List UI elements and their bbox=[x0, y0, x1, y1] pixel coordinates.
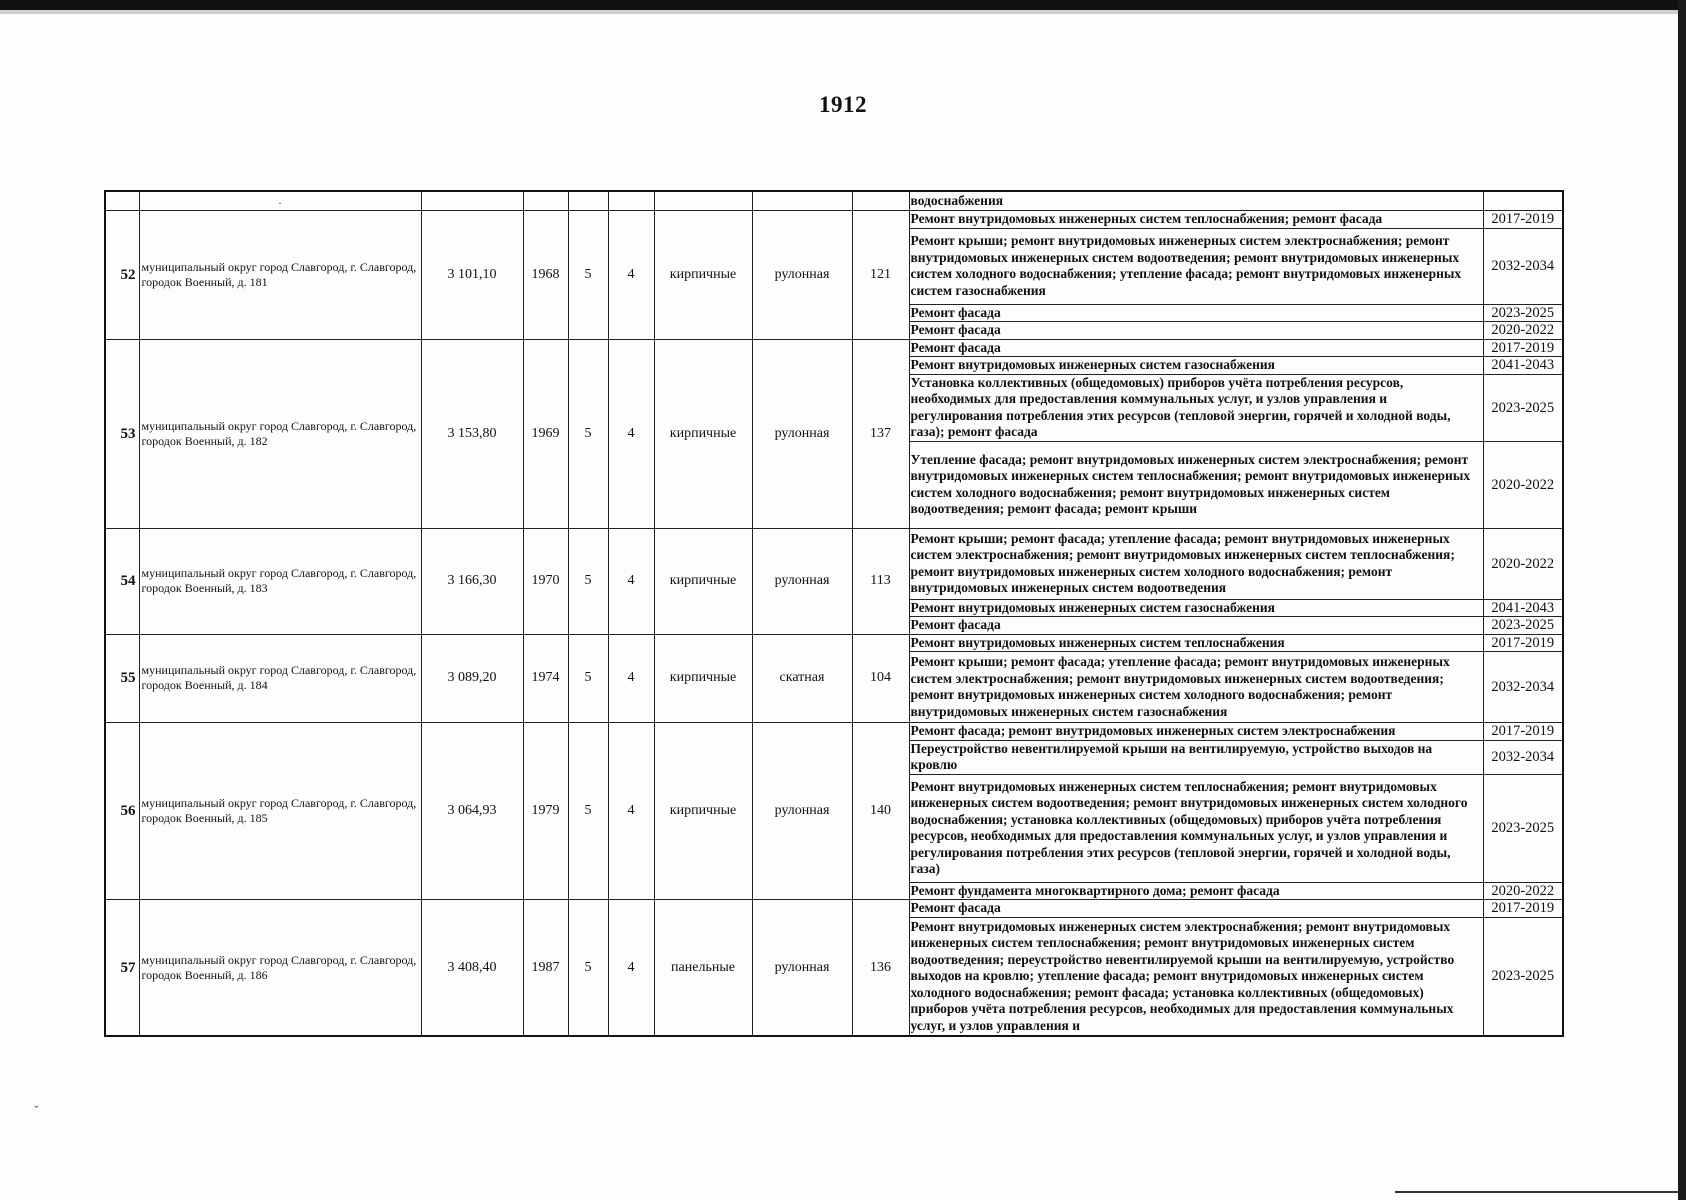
work-period: 2020-2022 bbox=[1483, 528, 1563, 599]
work-period: 2020-2022 bbox=[1483, 322, 1563, 340]
work-period: 2020-2022 bbox=[1483, 441, 1563, 528]
work-description: Ремонт фундамента многоквартирного дома; ремонт фасада bbox=[909, 882, 1483, 900]
capital-repair-table bbox=[104, 190, 1564, 1037]
work-row bbox=[105, 634, 1563, 652]
work-period: 2023-2025 bbox=[1483, 304, 1563, 322]
work-row bbox=[105, 211, 1563, 229]
cell bbox=[608, 191, 654, 211]
floors-max-cell: 5 bbox=[568, 900, 608, 1037]
roof-type-cell: рулонная bbox=[752, 339, 852, 528]
cell bbox=[852, 191, 909, 211]
residents-cell: 121 bbox=[852, 211, 909, 340]
wall-material-cell: кирпичные bbox=[654, 339, 752, 528]
cell bbox=[139, 191, 421, 211]
scan-speck: ˇ bbox=[34, 1104, 39, 1119]
roof-type-cell: рулонная bbox=[752, 900, 852, 1037]
residents-cell: 104 bbox=[852, 634, 909, 723]
roof-type-cell: скатная bbox=[752, 634, 852, 723]
work-period: 2023-2025 bbox=[1483, 374, 1563, 441]
address-cell: муниципальный округ город Славгород, г. Славгород, городок Военный, д. 183 bbox=[139, 528, 421, 634]
row-number: 56 bbox=[105, 723, 139, 900]
roof-type-cell: рулонная bbox=[752, 723, 852, 900]
cell bbox=[1483, 191, 1563, 211]
work-description: Ремонт крыши; ремонт внутридомовых инженерных систем электроснабжения; ремонт внутридомовых инженерных систем водоотведения; ремонт внутридомовых инженерных систем холодного водоснабжения; утепление фасада; ремонт внутридомовых инженерных систем газоснабжения bbox=[909, 228, 1483, 304]
work-description: Установка коллективных (общедомовых) приборов учёта потребления ресурсов, необходимых для предоставления коммунальных услуг, и узлов управления и регулирования потребления этих ресурсов (тепловой энергии, горячей и холодной воды, газа); ремонт фасада bbox=[909, 374, 1483, 441]
work-period: 2017-2019 bbox=[1483, 339, 1563, 357]
work-description: Ремонт внутридомовых инженерных систем газоснабжения bbox=[909, 599, 1483, 617]
year-cell: 1974 bbox=[523, 634, 568, 723]
continuation-row bbox=[105, 191, 1563, 211]
row-number: 57 bbox=[105, 900, 139, 1037]
area-cell: 3 408,40 bbox=[421, 900, 523, 1037]
address-cell: муниципальный округ город Славгород, г. Славгород, городок Военный, д. 182 bbox=[139, 339, 421, 528]
work-description: Ремонт внутридомовых инженерных систем теплоснабжения; ремонт фасада bbox=[909, 211, 1483, 229]
work-period: 2017-2019 bbox=[1483, 634, 1563, 652]
floors-min-cell: 4 bbox=[608, 211, 654, 340]
roof-type-cell: рулонная bbox=[752, 528, 852, 634]
scan-line-bottom bbox=[1395, 1191, 1678, 1193]
cell bbox=[523, 191, 568, 211]
work-row bbox=[105, 723, 1563, 741]
work-period: 2020-2022 bbox=[1483, 882, 1563, 900]
work-period: 2017-2019 bbox=[1483, 211, 1563, 229]
year-cell: 1969 bbox=[523, 339, 568, 528]
work-cell: водоснабжения bbox=[909, 191, 1483, 211]
scan-border-top bbox=[0, 0, 1686, 10]
wall-material-cell: панельные bbox=[654, 900, 752, 1037]
work-row bbox=[105, 900, 1563, 918]
floors-max-cell: 5 bbox=[568, 723, 608, 900]
work-description: Ремонт внутридомовых инженерных систем теплоснабжения bbox=[909, 634, 1483, 652]
floors-max-cell: 5 bbox=[568, 634, 608, 723]
cell bbox=[752, 191, 852, 211]
year-cell: 1970 bbox=[523, 528, 568, 634]
address-cell: муниципальный округ город Славгород, г. Славгород, городок Военный, д. 186 bbox=[139, 900, 421, 1037]
page-number: 1912 bbox=[819, 92, 867, 117]
work-period: 2032-2034 bbox=[1483, 228, 1563, 304]
floors-min-cell: 4 bbox=[608, 723, 654, 900]
year-cell: 1979 bbox=[523, 723, 568, 900]
residents-cell: 140 bbox=[852, 723, 909, 900]
floors-min-cell: 4 bbox=[608, 339, 654, 528]
scan-shadow-top bbox=[0, 10, 1686, 14]
address-cell: муниципальный округ город Славгород, г. Славгород, городок Военный, д. 184 bbox=[139, 634, 421, 723]
year-cell: 1987 bbox=[523, 900, 568, 1037]
work-row bbox=[105, 528, 1563, 599]
work-description: Утепление фасада; ремонт внутридомовых инженерных систем электроснабжения; ремонт внутридомовых инженерных систем теплоснабжения; ремонт внутридомовых инженерных систем холодного водоснабжения; ремонт внутридомовых инженерных систем водоотведения; ремонт фасада; ремонт крыши bbox=[909, 441, 1483, 528]
area-cell: 3 089,20 bbox=[421, 634, 523, 723]
area-cell: 3 064,93 bbox=[421, 723, 523, 900]
area-cell: 3 153,80 bbox=[421, 339, 523, 528]
work-period: 2032-2034 bbox=[1483, 652, 1563, 723]
row-number: 55 bbox=[105, 634, 139, 723]
residents-cell: 113 bbox=[852, 528, 909, 634]
work-period: 2023-2025 bbox=[1483, 774, 1563, 882]
area-cell: 3 166,30 bbox=[421, 528, 523, 634]
row-number: 54 bbox=[105, 528, 139, 634]
residents-cell: 136 bbox=[852, 900, 909, 1037]
work-description: Ремонт фасада bbox=[909, 339, 1483, 357]
cell bbox=[654, 191, 752, 211]
work-description: Ремонт фасада bbox=[909, 900, 1483, 918]
floors-min-cell: 4 bbox=[608, 634, 654, 723]
roof-type-cell: рулонная bbox=[752, 211, 852, 340]
address-cell: муниципальный округ город Славгород, г. Славгород, городок Военный, д. 181 bbox=[139, 211, 421, 340]
wall-material-cell: кирпичные bbox=[654, 723, 752, 900]
work-description: Ремонт фасада bbox=[909, 304, 1483, 322]
work-description: Ремонт крыши; ремонт фасада; утепление фасада; ремонт внутридомовых инженерных систем электроснабжения; ремонт внутридомовых инженерных систем водоотведения; ремонт внутридомовых инженерных систем холодного водоснабжения; ремонт внутридомовых инженерных систем газоснабжения bbox=[909, 652, 1483, 723]
work-description: Ремонт фасада bbox=[909, 322, 1483, 340]
row-number: 53 bbox=[105, 339, 139, 528]
wall-material-cell: кирпичные bbox=[654, 528, 752, 634]
work-row bbox=[105, 339, 1563, 357]
cell bbox=[421, 191, 523, 211]
residents-cell: 137 bbox=[852, 339, 909, 528]
work-period: 2017-2019 bbox=[1483, 900, 1563, 918]
cell bbox=[105, 191, 139, 211]
floors-max-cell: 5 bbox=[568, 528, 608, 634]
floors-min-cell: 4 bbox=[608, 528, 654, 634]
work-description: Ремонт внутридомовых инженерных систем газоснабжения bbox=[909, 357, 1483, 375]
address-cell: муниципальный округ город Славгород, г. Славгород, городок Военный, д. 185 bbox=[139, 723, 421, 900]
wall-material-cell: кирпичные bbox=[654, 211, 752, 340]
floors-max-cell: 5 bbox=[568, 339, 608, 528]
work-description: Ремонт крыши; ремонт фасада; утепление фасада; ремонт внутридомовых инженерных систем электроснабжения; ремонт внутридомовых инженерных систем теплоснабжения; ремонт внутридомовых инженерных систем холодного водоснабжения; ремонт внутридомовых инженерных систем водоотведения bbox=[909, 528, 1483, 599]
scan-border-right bbox=[1678, 0, 1686, 1200]
floors-min-cell: 4 bbox=[608, 900, 654, 1037]
row-number: 52 bbox=[105, 211, 139, 340]
wall-material-cell: кирпичные bbox=[654, 634, 752, 723]
work-description: Ремонт внутридомовых инженерных систем теплоснабжения; ремонт внутридомовых инженерных систем водоотведения; ремонт внутридомовых инженерных систем холодного водоснабжения; установка коллективных (общедомовых) приборов учёта потребления ресурсов, необходимых для предоставления коммунальных услуг, и узлов управления и регулирования потребления этих ресурсов (тепловой энергии, горячей и холодной воды, газа) bbox=[909, 774, 1483, 882]
work-description: Ремонт фасада bbox=[909, 617, 1483, 635]
floors-max-cell: 5 bbox=[568, 211, 608, 340]
work-description: Ремонт фасада; ремонт внутридомовых инженерных систем электроснабжения bbox=[909, 723, 1483, 741]
work-period: 2023-2025 bbox=[1483, 917, 1563, 1036]
work-period: 2041-2043 bbox=[1483, 599, 1563, 617]
work-period: 2032-2034 bbox=[1483, 740, 1563, 774]
area-cell: 3 101,10 bbox=[421, 211, 523, 340]
work-period: 2041-2043 bbox=[1483, 357, 1563, 375]
work-description: Ремонт внутридомовых инженерных систем электроснабжения; ремонт внутридомовых инженерных систем теплоснабжения; ремонт внутридомовых инженерных систем водоотведения; переустройство невентилируемой крыши на вентилируемую, устройство выходов на кровлю; утепление фасада; ремонт внутридомовых инженерных систем холодного водоснабжения; ремонт фасада; установка коллективных (общедомовых) приборов учёта потребления ресурсов, необходимых для предоставления коммунальных услуг, и узлов управления и bbox=[909, 917, 1483, 1036]
scan-dot: . bbox=[278, 196, 282, 207]
work-description: Переустройство невентилируемой крыши на вентилируемую, устройство выходов на кровлю bbox=[909, 740, 1483, 774]
cell bbox=[568, 191, 608, 211]
work-period: 2017-2019 bbox=[1483, 723, 1563, 741]
year-cell: 1968 bbox=[523, 211, 568, 340]
work-period: 2023-2025 bbox=[1483, 617, 1563, 635]
